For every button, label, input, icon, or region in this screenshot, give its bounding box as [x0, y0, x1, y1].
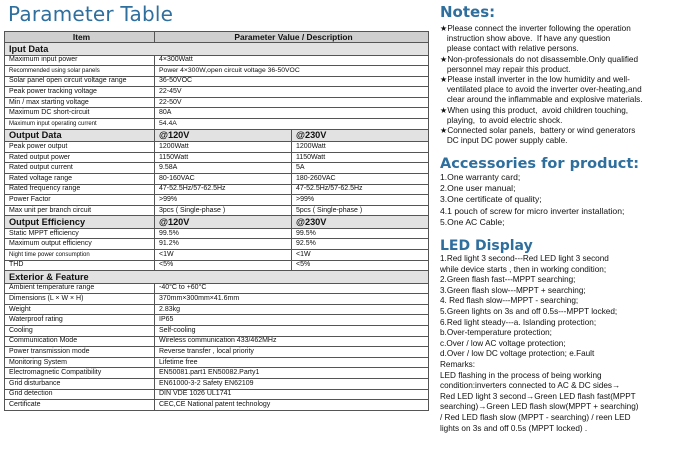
- row-item: Max unit per branch circuit: [5, 205, 155, 216]
- section-label: Exterior & Feature: [5, 271, 429, 284]
- row-item: Dimensions (L × W × H): [5, 294, 155, 305]
- led-line: b.Over-temperature protection;: [440, 328, 552, 338]
- row-value-230v: 5A: [292, 163, 429, 174]
- row-item: Communication Mode: [5, 336, 155, 347]
- accessory-item: 5.One AC Cable;: [440, 216, 505, 227]
- row-value-120v: 1200Watt: [155, 142, 292, 153]
- table-row: [5, 163, 429, 174]
- led-line: 3.Green flash slow---MPPT + searching;: [440, 285, 586, 295]
- row-item: Monitoring System: [5, 357, 155, 368]
- note-line: instruction show above. If have any question: [440, 34, 611, 44]
- table-row: [5, 87, 429, 98]
- section-column-230v: @230V: [292, 129, 429, 142]
- row-value-120v: <1W: [155, 250, 292, 261]
- led-line: c.Over / low AC voltage protection;: [440, 338, 566, 348]
- row-value-120v: 91.2%: [155, 239, 292, 250]
- row-item: Certificate: [5, 400, 155, 411]
- note-line: ★When using this product, avoid children touching,: [440, 105, 629, 115]
- led-line: while device starts , then in working condition;: [440, 264, 607, 274]
- led-line: 4. Red flash slow---MPPT - searching;: [440, 296, 579, 306]
- note-line: ★Connected solar panels, battery or wind generators: [440, 126, 636, 136]
- table-row: [5, 55, 429, 66]
- led-line: lights on 3s and off 0.5s (MPPT locked) .: [440, 423, 588, 433]
- row-value: -40°C to +60°C: [155, 283, 429, 294]
- row-item: Min / max starting voltage: [5, 97, 155, 108]
- row-item: Rated frequency range: [5, 184, 155, 195]
- table-row: [5, 195, 429, 206]
- table-row: [5, 400, 429, 411]
- row-item: Rated output power: [5, 152, 155, 163]
- note-line: ★Please install inverter in the low humidity and well-: [440, 75, 630, 85]
- accessory-item: 2.One user manual;: [440, 183, 516, 194]
- table-row: [5, 205, 429, 216]
- row-value: IP65: [155, 315, 429, 326]
- row-value: 4×300Watt: [155, 55, 429, 66]
- row-item: Maximum input power: [5, 55, 155, 66]
- accessories-list: [440, 172, 700, 228]
- row-item: Maximum input operating current: [5, 119, 155, 130]
- notes-list: [440, 24, 700, 146]
- notes-title: Notes:: [440, 3, 496, 21]
- row-value: CEC,CE National patent technology: [155, 400, 429, 411]
- row-value: Reverse transfer , local priority: [155, 347, 429, 358]
- row-item: Grid disturbance: [5, 379, 155, 390]
- row-item: Power transmission mode: [5, 347, 155, 358]
- row-item: THD: [5, 260, 155, 271]
- row-item: Recommended using solar panels: [5, 66, 155, 77]
- table-row: [5, 119, 429, 130]
- row-value-230v: 1200Watt: [292, 142, 429, 153]
- row-item: Cooling: [5, 326, 155, 337]
- row-value-230v: >99%: [292, 195, 429, 206]
- table-section-row: [5, 43, 429, 56]
- row-value-120v: 3pcs ( Single-phase ): [155, 205, 292, 216]
- row-value: 22-45V: [155, 87, 429, 98]
- accessory-item: 4.1 pouch of screw for micro inverter installation;: [440, 205, 625, 216]
- row-item: Maximum DC short-circuit: [5, 108, 155, 119]
- table-row: [5, 152, 429, 163]
- row-item: Weight: [5, 304, 155, 315]
- table-row: [5, 357, 429, 368]
- row-value: DIN VDE 1026 UL1741: [155, 389, 429, 400]
- table-row: [5, 142, 429, 153]
- row-value: Wireless communication 433/462MHz: [155, 336, 429, 347]
- header-item: Item: [5, 32, 155, 43]
- page-title: Parameter Table: [8, 2, 174, 26]
- table-row: [5, 66, 429, 77]
- note-line: DC input DC power supply cable.: [440, 136, 568, 146]
- row-value: 80A: [155, 108, 429, 119]
- table-row: [5, 108, 429, 119]
- row-item: Static MPPT efficiency: [5, 228, 155, 239]
- table-row: [5, 260, 429, 271]
- table-row: [5, 97, 429, 108]
- row-value-120v: >99%: [155, 195, 292, 206]
- led-line: / Red LED flash slow (MPPT - searching) / reen LED: [440, 412, 631, 422]
- row-value-120v: <5%: [155, 260, 292, 271]
- row-value: EN50081.part1 EN50082.Party1: [155, 368, 429, 379]
- row-value: Power 4×300W,open circuit voltage 36-50VOC: [155, 66, 429, 77]
- led-display-list: [440, 254, 700, 434]
- table-row: [5, 379, 429, 390]
- led-line: 2.Green flash fast---MPPT searching;: [440, 275, 576, 285]
- table-row: [5, 283, 429, 294]
- header-value: Parameter Value / Description: [155, 32, 429, 43]
- row-item: Waterproof rating: [5, 315, 155, 326]
- row-item: Solar panel open circuit voltage range: [5, 76, 155, 87]
- row-value-230v: 99.5%: [292, 228, 429, 239]
- table-row: [5, 347, 429, 358]
- table-row: [5, 368, 429, 379]
- led-line: Red LED light 3 second→Green LED flash fast(MPPT: [440, 391, 636, 401]
- led-line: d.Over / low DC voltage protection; e.Fault: [440, 349, 595, 359]
- row-value-230v: <1W: [292, 250, 429, 261]
- table-row: [5, 315, 429, 326]
- row-value: 54.4A: [155, 119, 429, 130]
- led-line: Remarks:: [440, 359, 476, 369]
- led-line: condition:inverters connected to AC & DC sides→: [440, 381, 621, 391]
- note-line: please contact with relative persons.: [440, 44, 579, 54]
- section-column-120v: @120V: [155, 216, 292, 229]
- table-section-row: [5, 271, 429, 284]
- row-value: 2.83kg: [155, 304, 429, 315]
- row-item: Maximum output efficiency: [5, 239, 155, 250]
- row-item: Peak power tracking voltage: [5, 87, 155, 98]
- row-value: 22-50V: [155, 97, 429, 108]
- led-display-title: LED Display: [440, 238, 533, 254]
- row-item: Electromagnetic Compatibility: [5, 368, 155, 379]
- row-value-230v: 92.5%: [292, 239, 429, 250]
- led-line: LED flashing in the process of being working: [440, 370, 602, 380]
- row-value-230v: 180-260VAC: [292, 173, 429, 184]
- table-row: [5, 304, 429, 315]
- row-item: Peak power output: [5, 142, 155, 153]
- row-value-230v: 1150Watt: [292, 152, 429, 163]
- row-value: Lifetime free: [155, 357, 429, 368]
- row-value-120v: 80-160VAC: [155, 173, 292, 184]
- parameter-table: [4, 31, 429, 411]
- table-row: [5, 294, 429, 305]
- accessory-item: 1.One warranty card;: [440, 172, 521, 182]
- note-line: clear around the inflammable and explosive materials.: [440, 95, 643, 105]
- row-value-120v: 9.58A: [155, 163, 292, 174]
- note-line: playing, to avoid electric shock.: [440, 115, 563, 125]
- note-line: ★Non-professionals do not disassemble.Only qualified: [440, 54, 639, 64]
- table-row: [5, 76, 429, 87]
- section-label: Output Efficiency: [5, 216, 155, 229]
- row-value: EN61000-3-2 Safety EN62109: [155, 379, 429, 390]
- row-value: Self-cooling: [155, 326, 429, 337]
- table-section-row: [5, 216, 429, 229]
- led-line: 6.Red light steady---a. Islanding protection;: [440, 317, 597, 327]
- section-column-230v: @230V: [292, 216, 429, 229]
- table-row: [5, 228, 429, 239]
- row-value-120v: 47-52.5Hz/57-62.5Hz: [155, 184, 292, 195]
- row-value-120v: 99.5%: [155, 228, 292, 239]
- note-line: ventilated place to avoid the inverter over-heating,and: [440, 85, 642, 95]
- row-item: Grid detection: [5, 389, 155, 400]
- row-item: Ambient temperature range: [5, 283, 155, 294]
- note-line: personnel may repair this product.: [440, 64, 571, 74]
- led-line: 1.Red light 3 second---Red LED light 3 second: [440, 254, 609, 263]
- table-row: [5, 173, 429, 184]
- row-item: Power Factor: [5, 195, 155, 206]
- accessories-title: Accessories for product:: [440, 156, 640, 172]
- table-row: [5, 389, 429, 400]
- table-section-row: [5, 129, 429, 142]
- table-header-row: [5, 32, 429, 43]
- row-item: Night time power consumption: [5, 250, 155, 261]
- table-row: [5, 326, 429, 337]
- note-line: ★Please connect the inverter following the operation: [440, 24, 631, 33]
- row-value-230v: 47-52.5Hz/57-62.5Hz: [292, 184, 429, 195]
- row-value-120v: 1150Watt: [155, 152, 292, 163]
- row-item: Rated voltage range: [5, 173, 155, 184]
- section-column-120v: @120V: [155, 129, 292, 142]
- accessory-item: 3.One certificate of quality;: [440, 194, 542, 205]
- row-value: 370mm×300mm×41.6mm: [155, 294, 429, 305]
- table-row: [5, 250, 429, 261]
- row-value: 36-50VOC: [155, 76, 429, 87]
- led-line: searching)→Green LED flash slow(MPPT + searching): [440, 402, 639, 412]
- section-label: Iput Data: [5, 43, 429, 56]
- table-row: [5, 336, 429, 347]
- row-value-230v: <5%: [292, 260, 429, 271]
- table-row: [5, 184, 429, 195]
- section-label: Output Data: [5, 129, 155, 142]
- table-row: [5, 239, 429, 250]
- row-value-230v: 5pcs ( Single-phase ): [292, 205, 429, 216]
- led-line: 5.Green lights on 3s and off 0.5s---MPPT locked;: [440, 306, 618, 316]
- row-item: Rated output current: [5, 163, 155, 174]
